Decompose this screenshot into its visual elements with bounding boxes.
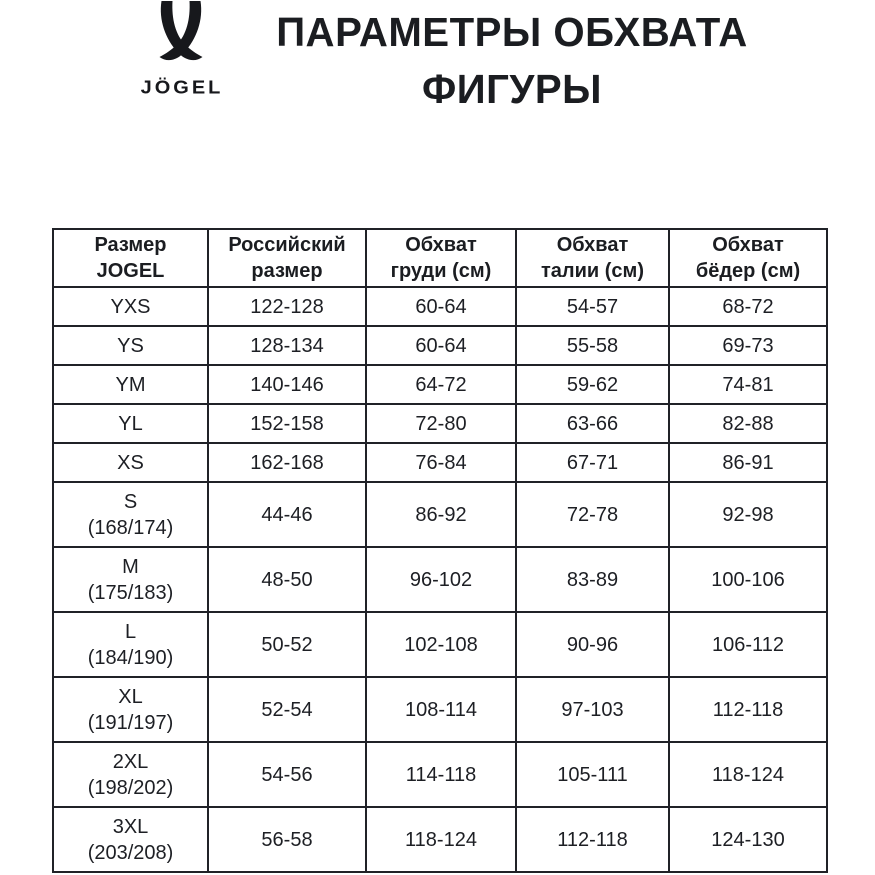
page-title	[257, 4, 767, 118]
jogel-v-emblem-icon	[154, 1, 208, 67]
cell-size	[53, 547, 208, 612]
table-row-yxs	[53, 287, 827, 326]
column-header-waist	[516, 229, 669, 287]
cell-chest: 86-92	[366, 482, 516, 547]
cell-chest: 114-118	[366, 742, 516, 807]
size-height: (184/190)	[87, 646, 174, 669]
header-line: Обхват	[405, 234, 477, 256]
cell-russian-size: 152-158	[208, 404, 366, 443]
cell-chest: 96-102	[366, 547, 516, 612]
cell-chest: 118-124	[366, 807, 516, 872]
cell-chest: 60-64	[366, 326, 516, 365]
cell-russian-size: 54-56	[208, 742, 366, 807]
cell-hips: 106-112	[669, 612, 827, 677]
column-header-chest	[366, 229, 516, 287]
header-line: талии (см)	[540, 260, 644, 282]
cell-size	[53, 612, 208, 677]
size-label: 3XL	[112, 815, 149, 838]
column-header-hips	[669, 229, 827, 287]
size-label: YM	[115, 373, 146, 396]
header-line: бёдер (см)	[695, 260, 801, 282]
cell-hips: 86-91	[669, 443, 827, 482]
cell-waist: 55-58	[516, 326, 669, 365]
cell-hips: 74-81	[669, 365, 827, 404]
table-row-yl	[53, 404, 827, 443]
cell-hips: 100-106	[669, 547, 827, 612]
cell-waist: 90-96	[516, 612, 669, 677]
header-row	[53, 229, 827, 287]
header-line: груди (см)	[390, 260, 492, 282]
size-height: (203/208)	[87, 841, 174, 864]
cell-size	[53, 482, 208, 547]
size-label: L	[124, 620, 137, 643]
cell-waist: 72-78	[516, 482, 669, 547]
cell-chest: 102-108	[366, 612, 516, 677]
cell-waist: 54-57	[516, 287, 669, 326]
table-row-ys	[53, 326, 827, 365]
column-header-size	[53, 229, 208, 287]
cell-size	[53, 677, 208, 742]
cell-size	[53, 365, 208, 404]
cell-size	[53, 287, 208, 326]
cell-hips: 68-72	[669, 287, 827, 326]
cell-chest: 76-84	[366, 443, 516, 482]
size-label: YL	[118, 412, 143, 435]
table-row-ym	[53, 365, 827, 404]
size-height: (198/202)	[87, 776, 174, 799]
size-label: YXS	[110, 295, 151, 318]
cell-waist: 63-66	[516, 404, 669, 443]
cell-russian-size: 56-58	[208, 807, 366, 872]
cell-hips: 124-130	[669, 807, 827, 872]
cell-russian-size: 52-54	[208, 677, 366, 742]
size-height: (168/174)	[87, 516, 174, 539]
cell-size	[53, 326, 208, 365]
cell-russian-size: 140-146	[208, 365, 366, 404]
cell-size	[53, 807, 208, 872]
size-label: XS	[117, 451, 144, 474]
size-label: XL	[118, 685, 143, 708]
cell-russian-size: 50-52	[208, 612, 366, 677]
column-header-russian-size	[208, 229, 366, 287]
size-chart-table	[52, 228, 828, 873]
cell-hips: 118-124	[669, 742, 827, 807]
size-label: YS	[117, 334, 144, 357]
header-line: JOGEL	[96, 260, 165, 282]
cell-chest: 108-114	[366, 677, 516, 742]
header-line: Российский	[228, 234, 346, 256]
table-row-l	[53, 612, 827, 677]
table-row-xl	[53, 677, 827, 742]
header-line: Размер	[94, 234, 167, 256]
cell-waist: 59-62	[516, 365, 669, 404]
size-label: 2XL	[112, 750, 149, 773]
cell-waist: 112-118	[516, 807, 669, 872]
page-title-line2: ФИГУРЫ	[421, 66, 603, 112]
cell-size	[53, 404, 208, 443]
cell-russian-size: 44-46	[208, 482, 366, 547]
jogel-wordmark: JÖGEL	[140, 77, 224, 99]
size-label: S	[123, 490, 138, 513]
cell-chest: 64-72	[366, 365, 516, 404]
cell-hips: 92-98	[669, 482, 827, 547]
cell-russian-size: 122-128	[208, 287, 366, 326]
cell-waist: 83-89	[516, 547, 669, 612]
table-row-2xl	[53, 742, 827, 807]
cell-russian-size: 162-168	[208, 443, 366, 482]
cell-waist: 67-71	[516, 443, 669, 482]
size-label: M	[122, 555, 139, 578]
cell-size	[53, 742, 208, 807]
cell-hips: 82-88	[669, 404, 827, 443]
table-row-3xl	[53, 807, 827, 872]
table-row-xs	[53, 443, 827, 482]
cell-size	[53, 443, 208, 482]
cell-russian-size: 48-50	[208, 547, 366, 612]
cell-waist: 97-103	[516, 677, 669, 742]
cell-chest: 60-64	[366, 287, 516, 326]
table-row-m	[53, 547, 827, 612]
cell-hips: 112-118	[669, 677, 827, 742]
header-line: Обхват	[556, 234, 629, 256]
size-height: (175/183)	[87, 581, 174, 604]
cell-waist: 105-111	[516, 742, 669, 807]
cell-chest: 72-80	[366, 404, 516, 443]
cell-russian-size: 128-134	[208, 326, 366, 365]
page-title-line1: ПАРАМЕТРЫ ОБХВАТА	[276, 9, 748, 55]
cell-hips: 69-73	[669, 326, 827, 365]
table-row-s	[53, 482, 827, 547]
header-line: размер	[251, 260, 323, 282]
size-height: (191/197)	[87, 711, 174, 734]
header-line: Обхват	[712, 234, 784, 256]
